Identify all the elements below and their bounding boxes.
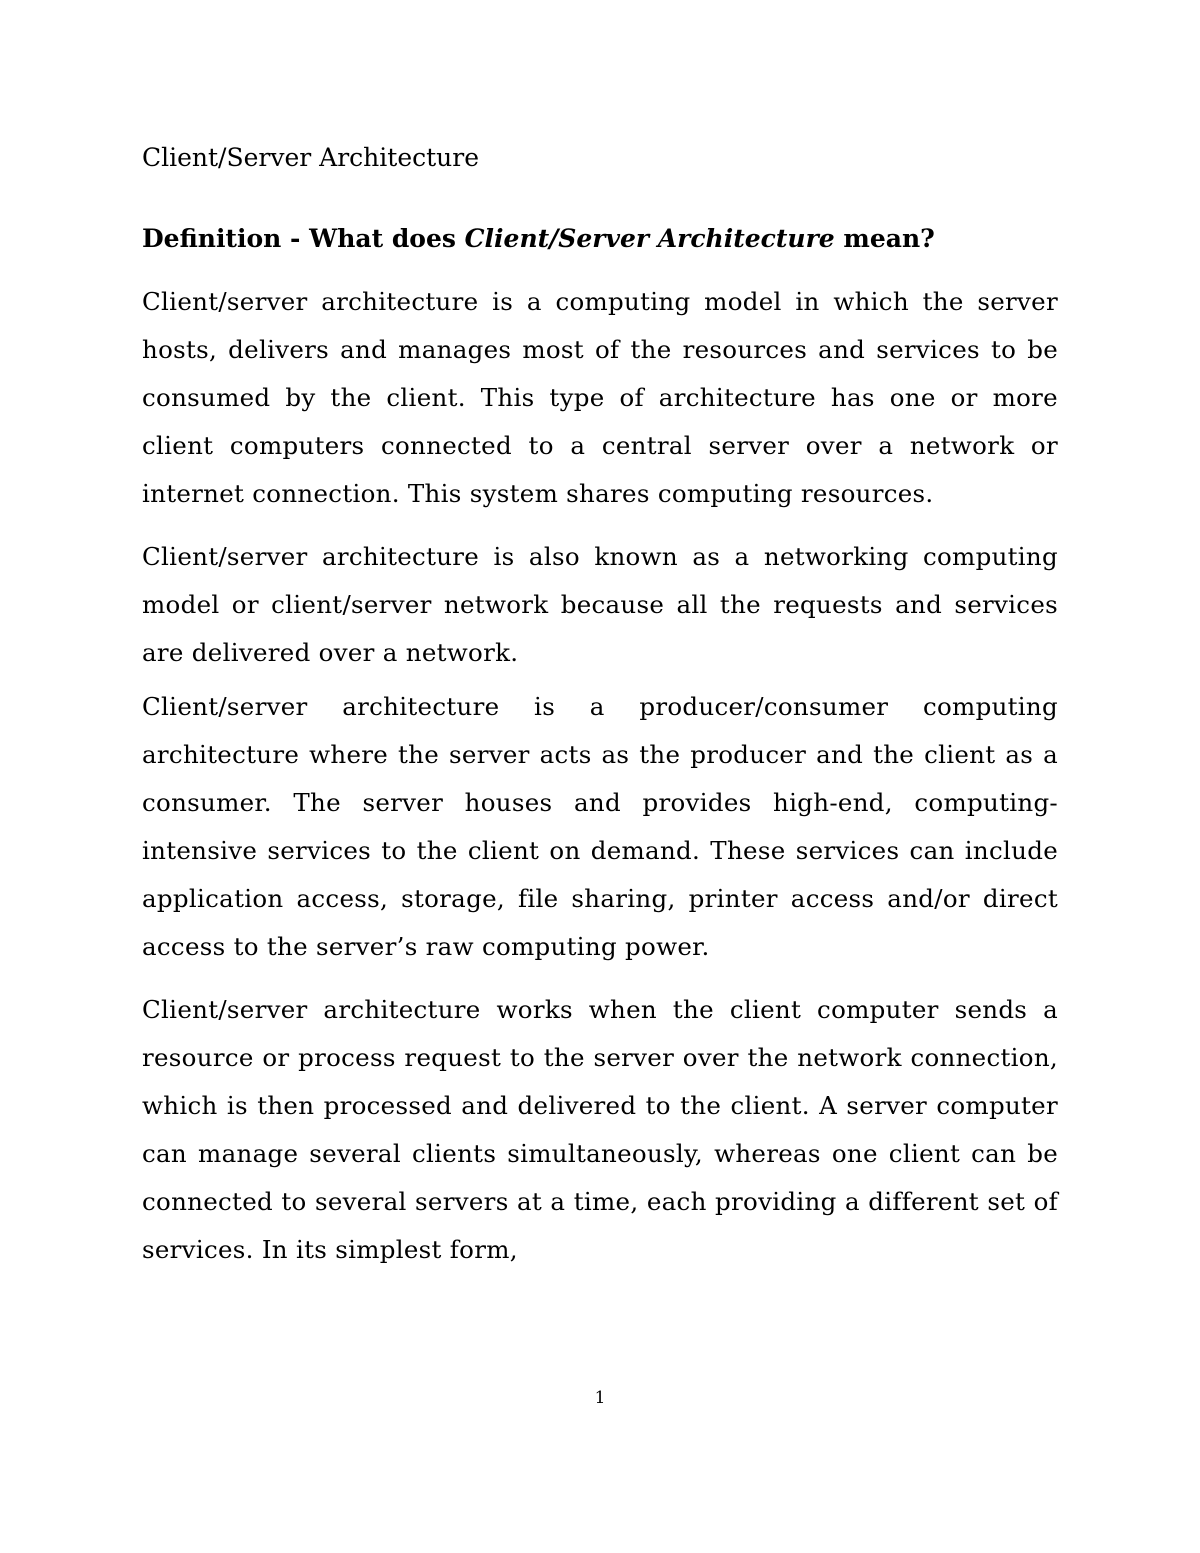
paragraph-producer-consumer: Client/server architecture is a producer/consumer computing architecture where the server acts as the producer and the client as a consumer. The server houses and provides high-end, computing-intensive services to the client on demand. These services can include application access, storage, file sharing, printer access and/or direct access to the server’s raw computing power. (142, 692, 1058, 961)
document-body (142, 136, 1058, 1274)
definition-heading (142, 217, 1058, 261)
paragraph-aka: Client/server architecture is also known as a networking computing model or client/server network because all the requests and services are delivered over a network. (142, 542, 1058, 667)
paragraph-definition: Client/server architecture is a computing model in which the server hosts, delivers and manages most of the resources and services to be consumed by the client. This type of architecture has one or more client computers connected to a central server over a network or internet connection. This system shares computing resources. (142, 287, 1058, 508)
page-number: 1 (594, 1388, 606, 1408)
paragraph-how-it-works: Client/server architecture works when the client computer sends a resource or process request to the server over the network connection, which is then processed and delivered to the client. A server computer can manage several clients simultaneously, whereas one client can be connected to several servers at a time, each providing a different set of services. In its simplest form, (142, 995, 1058, 1264)
heading-emphasis: Client/Server Architecture (464, 224, 835, 253)
heading-prefix: Definition - What does (142, 224, 465, 253)
heading-suffix: mean? (834, 224, 935, 253)
document-title: Client/Server Architecture (142, 143, 480, 172)
